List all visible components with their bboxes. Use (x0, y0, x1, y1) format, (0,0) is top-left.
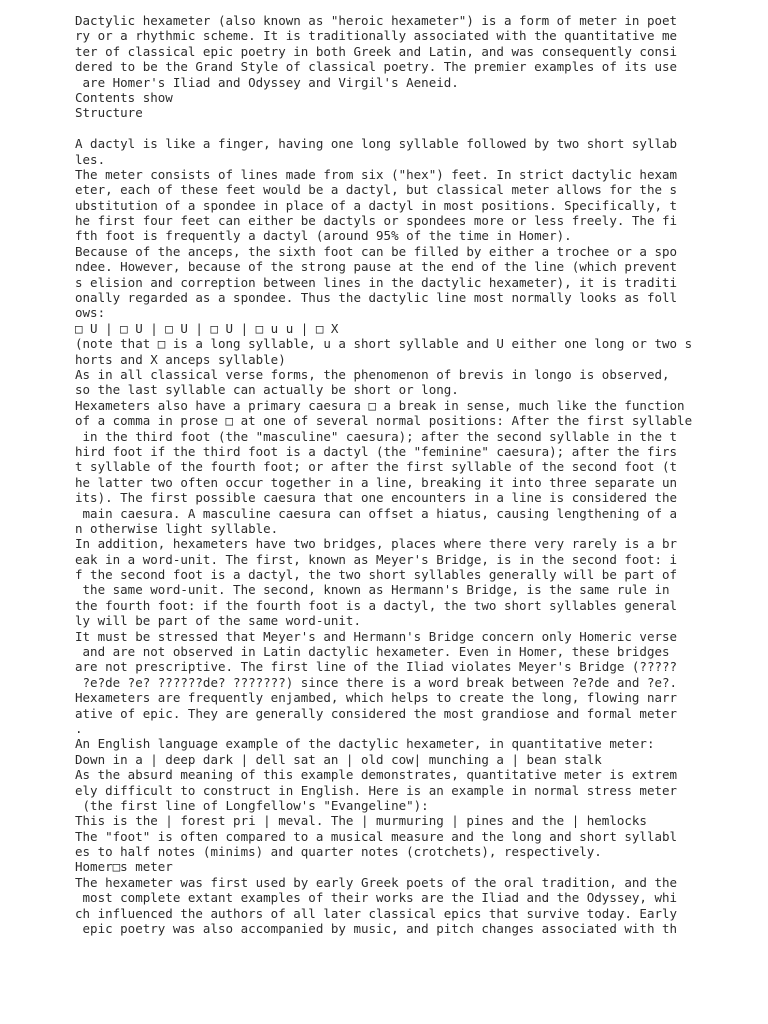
text-line: epic poetry was also accompanied by music, and pitch changes associated with th (75, 921, 678, 937)
text-line (75, 121, 695, 136)
text-line: ?e?de ?e? ??????de? ???????) since there is a word break between ?e?de and ?e?. (75, 674, 678, 690)
text-line: ative of epic. They are generally considered the most grandiose and formal meter (75, 705, 678, 721)
text-line: main caesura. A masculine caesura can offset a hiatus, causing lengthening of a (75, 505, 678, 521)
text-line: onally regarded as a spondee. Thus the dactylic line most normally looks as foll (75, 290, 678, 306)
text-line: and are not observed in Latin dactylic hexameter. Even in Homer, these bridges (75, 644, 670, 660)
text-line: An English language example of the dactylic hexameter, in quantitative meter: (75, 736, 655, 752)
text-line: The meter consists of lines made from six ("hex") feet. In strict dactylic hexam (75, 166, 678, 182)
text-line: of a comma in prose □ at one of several normal positions: After the first syllable (75, 413, 693, 429)
text-line: ndee. However, because of the strong pause at the end of the line (which prevent (75, 259, 678, 275)
text-line: ch influenced the authors of all later classical epics that survive today. Early (75, 905, 678, 921)
text-line: Hexameters also have a primary caesura □ a break in sense, much like the function (75, 397, 685, 413)
text-line: eter, each of these feet would be a dactyl, but classical meter allows for the s (75, 182, 678, 198)
text-line: Structure (75, 105, 143, 121)
text-line: □ U | □ U | □ U | □ U | □ u u | □ X (75, 320, 339, 336)
text-line: Contents show (75, 89, 173, 105)
text-line: so the last syllable can actually be short or long. (75, 382, 459, 398)
text-line: s elision and correption between lines in the dactylic hexameter), it is traditi (75, 274, 678, 290)
text-line: the same word-unit. The second, known as Hermann's Bridge, is the same rule in (75, 582, 670, 598)
text-line: Dactylic hexameter (also known as "heroic hexameter") is a form of meter in poet (75, 13, 678, 28)
text-line: It must be stressed that Meyer's and Hermann's Bridge concern only Homeric verse (75, 628, 678, 644)
text-line: In addition, hexameters have two bridges, places where there very rarely is a br (75, 536, 678, 552)
text-line: (the first line of Longfellow's "Evangeline"): (75, 797, 429, 813)
text-line: eak in a word-unit. The first, known as Meyer's Bridge, is in the second foot: i (75, 551, 678, 567)
text-line: the fourth foot: if the fourth foot is a dactyl, the two short syllables general (75, 597, 678, 613)
text-line: fth foot is frequently a dactyl (around 95% of the time in Homer). (75, 228, 572, 244)
text-line: es to half notes (minims) and quarter notes (crotchets), respectively. (75, 844, 602, 860)
text-line: Because of the anceps, the sixth foot can be filled by either a trochee or a spo (75, 243, 678, 259)
text-line: f the second foot is a dactyl, the two short syllables generally will be part of (75, 567, 678, 583)
text-line: ely difficult to construct in English. Here is an example in normal stress meter (75, 782, 678, 798)
text-line: ubstitution of a spondee in place of a dactyl in most positions. Specifically, t (75, 197, 678, 213)
text-line: The hexameter was first used by early Greek poets of the oral tradition, and the (75, 874, 678, 890)
text-line: in the third foot (the "masculine" caesura); after the second syllable in the t (75, 428, 678, 444)
text-line: he first four feet can either be dactyls or spondees more or less freely. The fi (75, 213, 678, 229)
text-line: most complete extant examples of their works are the Iliad and the Odyssey, whi (75, 890, 678, 906)
text-line: ows: (75, 305, 106, 321)
text-line: horts and X anceps syllable) (75, 351, 286, 367)
text-line: A dactyl is like a finger, having one long syllable followed by two short syllab (75, 136, 678, 152)
text-line: As the absurd meaning of this example demonstrates, quantitative meter is extrem (75, 767, 678, 783)
text-line: les. (75, 151, 106, 167)
text-line: n otherwise light syllable. (75, 520, 279, 536)
text-line: are not prescriptive. The first line of the Iliad violates Meyer's Bridge (????? (75, 659, 678, 675)
text-line: Hexameters are frequently enjambed, which helps to create the long, flowing narr (75, 690, 678, 706)
text-line: ry or a rhythmic scheme. It is traditionally associated with the quantitative me (75, 28, 678, 44)
text-line: ly will be part of the same word-unit. (75, 613, 361, 629)
text-line: are Homer's Iliad and Odyssey and Virgil's Aeneid. (75, 74, 459, 90)
text-line: (note that □ is a long syllable, u a short syllable and U either one long or two s (75, 336, 693, 352)
text-line: Homer□s meter (75, 859, 173, 875)
text-line: hird foot if the third foot is a dactyl (the "feminine" caesura); after the firs (75, 443, 678, 459)
text-line: As in all classical verse forms, the phenomenon of brevis in longo is observed, (75, 366, 670, 382)
text-line: Down in a | deep dark | dell sat an | old cow| munching a | bean stalk (75, 751, 602, 767)
document-text (75, 13, 695, 936)
text-line: The "foot" is often compared to a musical measure and the long and short syllabl (75, 828, 678, 844)
text-line: . (75, 720, 83, 736)
text-line: he latter two often occur together in a line, breaking it into three separate un (75, 474, 678, 490)
text-line: This is the | forest pri | meval. The | murmuring | pines and the | hemlocks (75, 813, 647, 829)
text-line: its). The first possible caesura that one encounters in a line is considered the (75, 490, 678, 506)
text-line: dered to be the Grand Style of classical poetry. The premier examples of its use (75, 59, 678, 75)
text-line: t syllable of the fourth foot; or after the first syllable of the second foot (t (75, 459, 678, 475)
text-line: ter of classical epic poetry in both Greek and Latin, and was consequently consi (75, 43, 678, 59)
